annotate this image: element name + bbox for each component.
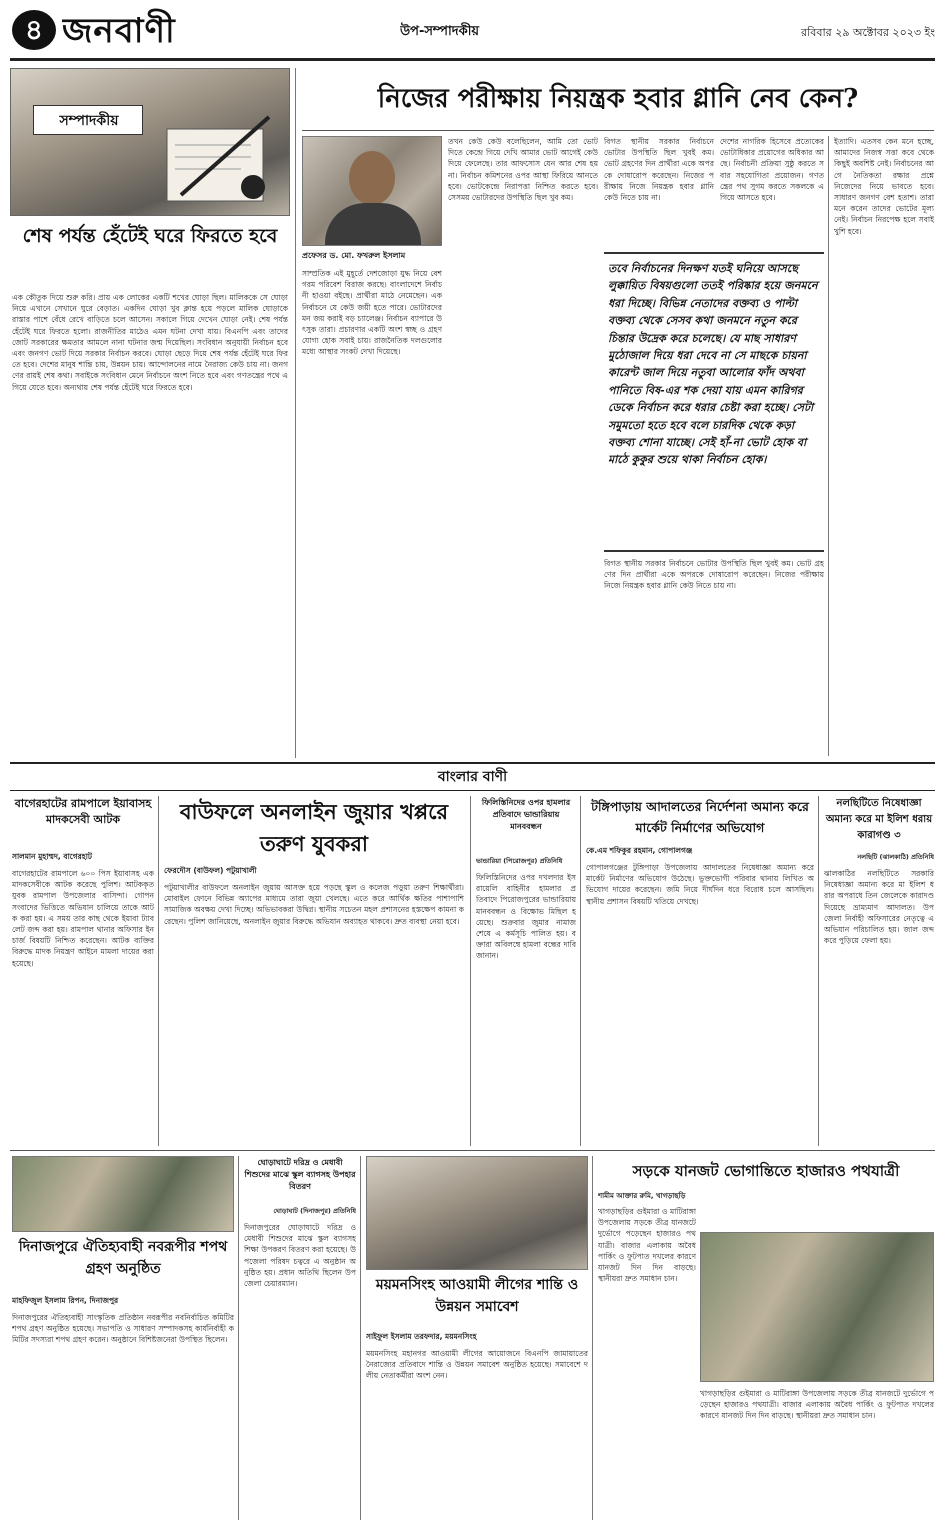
section-label: উপ-সম্পাদকীয় [400, 24, 480, 39]
pull-quote-text: তবে নির্বাচনের দিনক্ষণ যতই ঘনিয়ে আসছে লুক্কায়িত বিষয়গুলো ততই পরিষ্কার হয়ে জনমনে ধরা দিচ্ছে। বিভিন্ন নেতাদের বক্তব্য ও পাল্টা বক্তব্য থেকে সেসব কথা জনমনে নতুন করে চিন্তার উদ্রেক করে চলেছে। যে মাছ সাধারণ মুঠোজাল দিয়ে ধরা দেবে না সে মাছকে চায়না কারেন্ট জাল দিয়ে নতুবা আলোর ফাঁদ অথবা পানিতে বিষ-এর শক দেয়া যায় এমন কারিগর ডেকে নির্বাচন করে ধরার চেষ্টা করা হচ্ছে। সেটা সমুমতো হতে হবে বলে চারদিক থেকে কড়া বক্তব্য শোনা যাচ্ছে। সেই হাঁ-না ভোট হোক বা মাঠে কুকুর শুয়ে থাকা নির্বাচন হোক। [608, 262, 818, 467]
author-head [349, 151, 395, 205]
firozpur-body: ফিলিস্তিনিদের ওপর দখলদার ইসরায়েলি বাহিনীর হামলার প্রতিবাদে পিরোজপুরের ভান্ডারিয়ায় মানববন্ধন ও বিক্ষোভ মিছিল হয়েছে। শুক্রবার জুমার নামাজ শেষে এ কর্মসূচি পালিত হয়। বক্তারা অবিলম্বে হামলা বন্ধের দাবি জানান। [476, 873, 576, 961]
bagerhat-byline: সালমান মুহাম্মদ, বাগেরহাট [12, 852, 92, 861]
ghoraghat-byline: ঘোড়াঘাট (দিনাজপুর) প্রতিনিধি [273, 1207, 356, 1215]
dinajpur-body: দিনাজপুরের ঐতিহ্যবাহী সাংস্কৃতিক প্রতিষ্ঠান নবরূপীর নবনির্বাচিত কমিটির শপথ গ্রহণ অনুষ্ঠিত হয়েছে। সভাপতি ও সাধারণ সম্পাদকসহ কার্যনির্বাহী কমিটির সদস্যরা শপথ গ্রহণ করেন। অনুষ্ঠানে বিশিষ্টজনেরা উপস্থিত ছিলেন। [12, 1313, 234, 1345]
op-ed-col2: তখন কেউ কেউ বলেছিলেন, আমি তো ভোট দিতে কেন্দ্রে গিয়ে দেখি আমার ভোট আগেই কেউ দিয়ে ফেলেছে। তার আফসোস যেন আর শেষ হয় না। নির্বাচন কমিশনের ওপর আস্থা ফিরিয়ে আনতে হবে। ভোটকেন্দ্রে নিরাপত্তা নিশ্চিত করতে হবে। সেসময় ভোটারদের উপস্থিতি ছিল খুব কম। [448, 137, 598, 203]
section-rule-bottom [10, 790, 935, 791]
col-divider-6 [360, 1156, 361, 1520]
col-divider-7 [592, 1156, 593, 1520]
col-divider-5 [238, 1156, 239, 1520]
author-portrait [302, 136, 442, 246]
op-ed-col4: দেশের নাগরিক হিসেবে প্রত্যেকের ভোটাধিকার প্রয়োগের অধিকার আছে। নির্বাচনী প্রক্রিয়া সুষ্ঠু করতে সবার সহযোগিতা প্রয়োজন। গণতন্ত্রের পথ সুগম করতে সকলকে এগিয়ে আসতে হবে। [720, 137, 824, 203]
tongi-body: গোপালগঞ্জের টুঙ্গিপাড়া উপজেলায় আদালতের নিষেধাজ্ঞা অমান্য করে মার্কেট নির্মাণের অভিযোগ উঠেছে। ভুক্তভোগী পরিবার থানায় লিখিত অভিযোগ দায়ের করেছেন। জমি নিয়ে দীর্ঘদিন ধরে বিরোধ চলে আসছিল। স্থানীয় প্রশাসন বিষয়টি খতিয়ে দেখছে। [586, 863, 814, 906]
editorial-body: এক কৌতুক দিয়ে শুরু করি। প্রায় এক লোকের একটি শখের ঘোড়া ছিল। মালিককে সে ঘোড়া নিয়ে এখানে সেখানে ঘুরে বেড়াত। একদিন ঘোড়া খুব ক্লান্ত হয়ে পড়লে মালিক ঘোড়াকে রাস্তার পাশে বেঁধে রেখে বাড়িতে চলে আসেন। সকালে গিয়ে দেখেন ঘোড়া নেই। শেষ পর্যন্ত হেঁটেই ঘরে ফিরতে হলো। রাজনীতির মাঠেও এমন ঘটনা দেখা যায়। বিএনপি এবং তাদের জোট সরকারের ক্ষমতার আমলে নানা ঘটনার জন্ম দিয়েছিল। সংবিধান অনুযায়ী নির্বাচন হবে এবং জনগণ ভোট দিয়ে সরকার নির্বাচন করবে। ঘোড়া ছেড়ে দিয়ে শেষ পর্যন্ত হেঁটেই ঘরে ফিরতে হবে। দেশের মানুষ শান্তি চায়, উন্নয়ন চায়। আন্দোলনের নামে নৈরাজ্য কেউ চায় না। জনগণের রায়ই শেষ কথা। সবাইকে সংবিধান মেনে নির্বাচনে অংশ নিতে হবে এবং গণতন্ত্রের পথে এগিয়ে যেতে হবে। অন্যথায় শেষ পর্যন্ত হেঁটেই ঘরে ফিরতে হবে। [12, 293, 288, 392]
nalchiti-body: ঝালকাঠির নলছিটিতে সরকারি নিষেধাজ্ঞা অমান্য করে মা ইলিশ ধরার অপরাধে তিন জেলেকে কারাদণ্ড দিয়েছে ভ্রাম্যমাণ আদালত। উপজেলা নির্বাহী অফিসারের নেতৃত্বে এ অভিযান পরিচালিত হয়। জাল জব্দ করে পুড়িয়ে ফেলা হয়। [824, 869, 934, 946]
dinajpur-headline: দিনাজপুরে ঐতিহ্যবাহী নবরূপীর শপথ গ্রহণ অনুষ্ঠিত [18, 1239, 228, 1277]
mymensingh-body: ময়মনসিংহ মহানগর আওয়ামী লীগের আয়োজনে বিএনপি জামায়াতের নৈরাজ্যের প্রতিবাদে শান্তি ও উন্নয়ন সমাবেশ অনুষ্ঠিত হয়েছে। সমাবেশে দলীয় নেতাকর্মীরা অংশ নেন। [366, 1349, 588, 1381]
masthead [10, 8, 935, 58]
col-divider-4 [818, 796, 819, 1146]
masthead-rule [10, 58, 935, 61]
editorial-headline: শেষ পর্যন্ত হেঁটেই ঘরে ফিরতে হবে [22, 225, 278, 247]
editorial-label: সম্পাদকীয় [59, 113, 119, 129]
bagerhat-headline: বাগেরহাটের রামপালে ইয়াবাসহ মাদকসেবী আটক [14, 797, 152, 826]
jam-body-left: খাগড়াছড়ির গুইমারা ও মাটিরাঙ্গা উপজেলায় সড়কে তীব্র যানজটে দুর্ভোগে পড়েছেন হাজারও পথযাত্রী। বাজার এলাকায় অবৈধ পার্কিং ও ফুটপাত দখলের কারণে যানজট দিন দিন বাড়ছে। স্থানীয়রা দ্রুত সমাধান চান। [598, 1207, 696, 1284]
op-ed-author: প্রফেসর ড. মো. ফখরুল ইসলাম [302, 251, 406, 260]
pull-quote-box [604, 252, 824, 552]
dinajpur-byline: মাহফিজুল ইসলাম রিপন, দিনাজপুর [12, 1296, 119, 1305]
author-shoulders [325, 203, 421, 246]
column-divider [295, 68, 296, 758]
lower-rule [10, 1150, 935, 1151]
op-ed-col3-cont: বিগত স্থানীয় সরকার নির্বাচনে ভোটার উপস্থিতি ছিল খুবই কম। ভোট গ্রহণের দিন প্রার্থীরা একে অপরকে দোষারোপ করেছেন। নিজের পরীক্ষায় নিজে নিয়ন্ত্রক হবার গ্লানি কেউ নিতে চায় না। [604, 559, 824, 591]
issue-date: রবিবার ২৯ অক্টোবর ২০২৩ ইং [801, 26, 935, 39]
editorial-art [10, 68, 290, 216]
op-ed-col5: ইত্যাদি। এতসব কেন মনে হচ্ছে, আমাদের নিজস্ব সত্তা কবে থেকে কিছুই অবশিষ্ট নেই। নির্বাচনের আগে নৈতিকতা রক্ষার প্রশ্নে নিজেদের নিয়ে ভাবতে হবে। সাধারণ জনগণ বেশ হতাশ। তারা মনে করেন তাদের ভোটের মূল্য নেই। নির্বাচন নিরপেক্ষ হলে সবাই খুশি হবে। [834, 137, 934, 236]
baufal-byline: ফেরদৌস (বাউফল) পটুয়াখালী [164, 866, 257, 875]
jam-photo [700, 1232, 934, 1382]
section-rule-top [10, 762, 935, 764]
op-ed-divider [828, 136, 829, 756]
bagerhat-body: বাগেরহাটের রামপালে ৬০০ পিস ইয়াবাসহ এক মাদকসেবীকে আটক করেছে পুলিশ। আটককৃত যুবক রামপাল উপজেলার বাসিন্দা। গোপন সংবাদের ভিত্তিতে অভিযান চালিয়ে তাকে আটক করা হয়। এ সময় তার কাছ থেকে ইয়াবা ট্যাবলেট জব্দ করা হয়। রামপাল থানার অফিসার ইনচার্জ বিষয়টি নিশ্চিত করেছেন। আটক ব্যক্তির বিরুদ্ধে মাদক নিয়ন্ত্রণ আইনে মামলা দায়ের করা হয়েছে। [12, 869, 154, 968]
pen-and-paper-icon [161, 109, 281, 209]
firozpur-byline: ভান্ডারিয়া (পিরোজপুর) প্রতিনিধি [476, 857, 563, 865]
mymensingh-headline: ময়মনসিংহ আওয়ামী লীগের শান্তি ও উন্নয়ন সমাবেশ [375, 1277, 579, 1315]
ghoraghat-body: দিনাজপুরের ঘোড়াঘাটে দরিদ্র ও মেধাবী শিশুদের মাঝে স্কুল ব্যাগসহ শিক্ষা উপকরণ বিতরণ করা হয়েছে। উপজেলা পরিষদ চত্বরে এ অনুষ্ঠান অনুষ্ঠিত হয়। প্রধান অতিথি ছিলেন উপজেলা চেয়ারম্যান। [244, 1223, 356, 1289]
col-divider-3 [580, 796, 581, 1146]
tongi-byline: কে.এম শফিকুর রহমান, গোপালগঞ্জ [586, 846, 693, 855]
op-ed-col1: সাম্প্রতিক এই মুহূর্তে দেশজোড়া যুদ্ধ নিয়ে বেশ গরম পরিবেশ বিরাজ করছে। বাংলাদেশে নির্বাচনী হাওয়া বইছে। প্রার্থীরা মাঠে নেমেছেন। এক নির্বাচনে যে কেউ জয়ী হতে পারে। ভোটারদের মন জয় করাই বড় চ্যালেঞ্জ। নির্বাচন ব্যাপারে উৎসুক তারা। প্রচারণার একটি অংশ স্বচ্ছ ও গ্রহণযোগ্য হোক সবাই চায়। রাজনৈতিক দলগুলোর মধ্যে আস্থার সংকট দেখা দিয়েছে। [302, 269, 442, 357]
op-ed-col3: বিগত স্থানীয় সরকার নির্বাচনে ভোটার উপস্থিতি ছিল খুবই কম। ভোট গ্রহণের দিন প্রার্থীরা একে অপরকে দোষারোপ করেছেন। নিজের পরীক্ষায় নিজে নিয়ন্ত্রক হবার গ্লানি কেউ নিতে চায় না। [604, 137, 714, 203]
baufal-headline: বাউফলে অনলাইন জুয়ার খপ্পরে তরুণ যুবকরা [179, 799, 449, 856]
op-ed-headline: নিজের পরীক্ষায় নিয়ন্ত্রক হবার গ্লানি নেব কেন? [377, 84, 859, 114]
col-divider-1 [158, 796, 159, 1146]
tongi-headline: টঙ্গিপাড়ায় আদালতের নির্দেশনা অমান্য করে মার্কেট নির্মাণের অভিযোগ [591, 799, 809, 835]
paper-name-logo: জনবাণী [62, 11, 176, 51]
op-ed-headline-rule [302, 130, 934, 131]
page-number-badge: ৪ [12, 10, 56, 50]
dinajpur-photo [12, 1156, 234, 1232]
baufal-body: পটুয়াখালীর বাউফলে অনলাইন জুয়ায় আসক্ত হয়ে পড়ছে স্কুল ও কলেজ পড়ুয়া তরুণ শিক্ষার্থীরা। মোবাইল ফোনে বিভিন্ন অ্যাপের মাধ্যমে তারা জুয়া খেলছে। এতে করে আর্থিক ক্ষতির পাশাপাশি সামাজিক অবক্ষয় দেখা দিচ্ছে। অভিভাবকরা উদ্বিগ্ন। স্থানীয় সচেতন মহল প্রশাসনের হস্তক্ষেপ কামনা করেছেন। পুলিশ জানিয়েছে, অনলাইন জুয়ার বিরুদ্ধে অভিযান অব্যাহত থাকবে। দ্রুত ব্যবস্থা নেয়া হবে। [164, 883, 464, 926]
section-banner: বাংলার বাণী [437, 769, 508, 785]
jam-headline: সড়কে যানজট ভোগান্তিতে হাজারও পথযাত্রী [632, 1162, 900, 1180]
jam-byline: শামীম আক্তার রুমি, খাগড়াছড়ি [598, 1192, 686, 1200]
firozpur-headline: ফিলিস্তিনিদের ওপর হামলার প্রতিবাদে ভান্ডারিয়ায় মানববন্ধন [481, 797, 571, 831]
col-divider-2 [470, 796, 471, 1146]
mymensingh-photo [366, 1156, 588, 1270]
jam-body-right: খাগড়াছড়ির গুইমারা ও মাটিরাঙ্গা উপজেলায় সড়কে তীব্র যানজটে দুর্ভোগে পড়েছেন হাজারও পথযাত্রী। বাজার এলাকায় অবৈধ পার্কিং ও ফুটপাত দখলের কারণে যানজট দিন দিন বাড়ছে। স্থানীয়রা দ্রুত সমাধান চান। [700, 1389, 934, 1421]
nalchiti-headline: নলছিটিতে নিষেধাজ্ঞা অমান্য করে মা ইলিশ ধরায় কারাগণ্ড ৩ [825, 798, 933, 841]
mymensingh-byline: সাইফুল ইসলাম তরফদার, ময়মনসিংহ [366, 1332, 477, 1341]
nalchiti-byline: নলছিটি (ঝালকাঠি) প্রতিনিধি [857, 853, 934, 861]
ghoraghat-headline: ঘোড়াঘাটে দরিদ্র ও মেধাবী শিশুদের মাঝে স্কুল ব্যাগসহ উপহার বিতরণ [244, 1157, 356, 1191]
